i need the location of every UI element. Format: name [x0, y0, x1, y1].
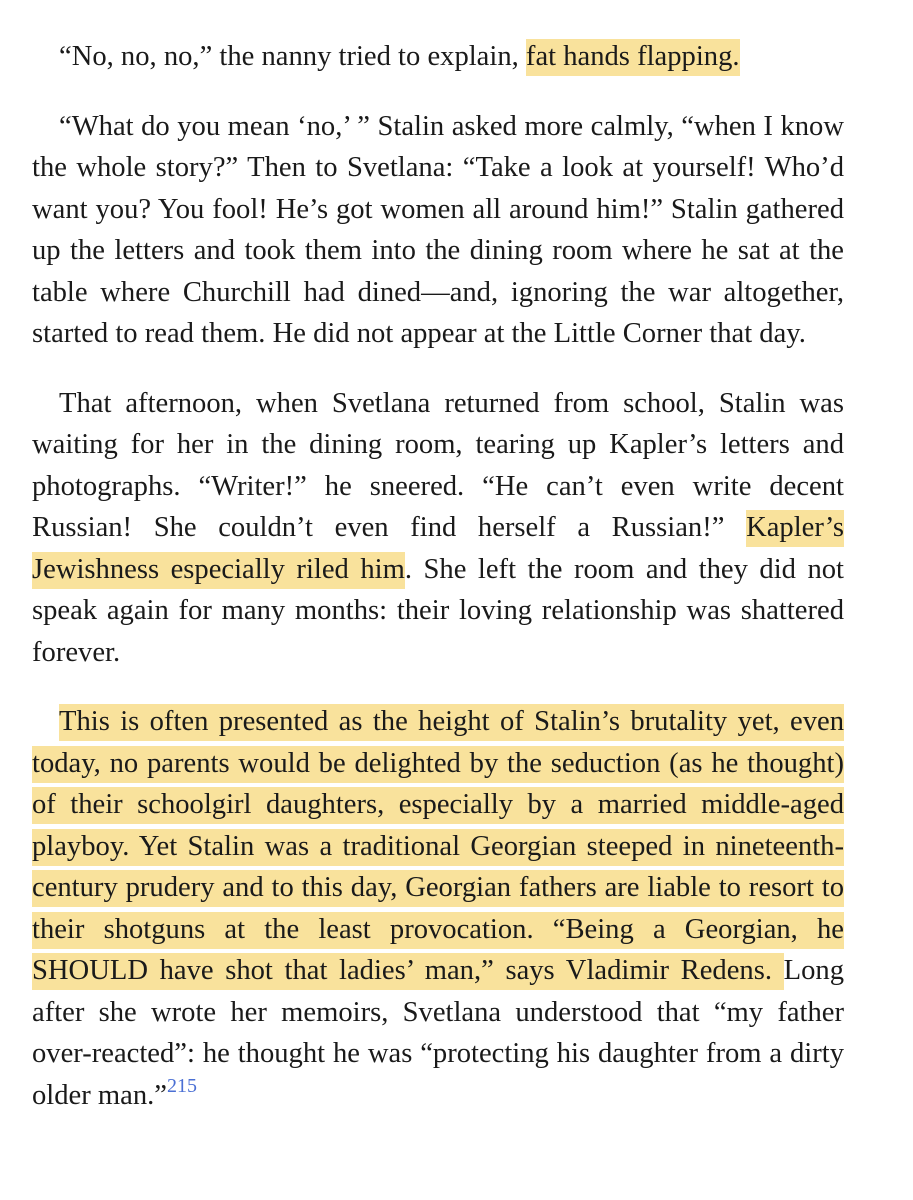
paragraph-text: Long after she wrote her memoirs, Svetlana understood that “my father over-reacted”: he thought he was “protecting his daughter from a dirty older man.”	[32, 955, 844, 1111]
paragraph-brutality	[32, 701, 844, 1116]
paragraph-afternoon	[32, 383, 844, 674]
text-highlight[interactable]: This is often presented as the height of Stalin’s brutality yet, even today, no parents would be delighted by the seduction (as he thought) of their schoolgirl daughters, especially by a married middle-aged playboy. Yet Stalin was a traditional Georgian steeped in nineteenth-century prudery and to this day, Georgian fathers are liable to resort to their shotguns at the least provocation. “Being a Georgian, he SHOULD have shot that ladies’ man,” says Vladimir Redens.	[32, 704, 844, 990]
text-highlight[interactable]: Kapler’s Jewishness especially riled him	[32, 510, 844, 589]
book-page	[32, 36, 844, 1144]
paragraph-stalin-letters	[32, 106, 844, 355]
footnote-link[interactable]: 215	[166, 1074, 197, 1097]
paragraph-text: “What do you mean ‘no,’ ” Stalin asked more calmly, “when I know the whole story?” Then to Svetlana: “Take a look at yourself! Who’d want you? You fool! He’s got women all around him!” Stalin gathered up the letters and took them into the dining room where he sat at the table where Churchill had dined—and, ignoring the war altogether, started to read them. He did not appear at the Little Corner that day.	[32, 110, 844, 349]
paragraph-text: “No, no, no,” the nanny tried to explain,	[59, 41, 526, 72]
text-highlight[interactable]: fat hands flapping.	[526, 39, 740, 76]
paragraph-text: That afternoon, when Svetlana returned from school, Stalin was waiting for her in the dining room, tearing up Kapler’s letters and photographs. “Writer!” he sneered. “He can’t even write decent Russian! She couldn’t even find herself a Russian!”	[32, 387, 844, 543]
paragraph-nanny	[32, 36, 844, 78]
paragraph-text: . She left the room and they did not speak again for many months: their loving relationship was shattered forever.	[32, 553, 844, 668]
